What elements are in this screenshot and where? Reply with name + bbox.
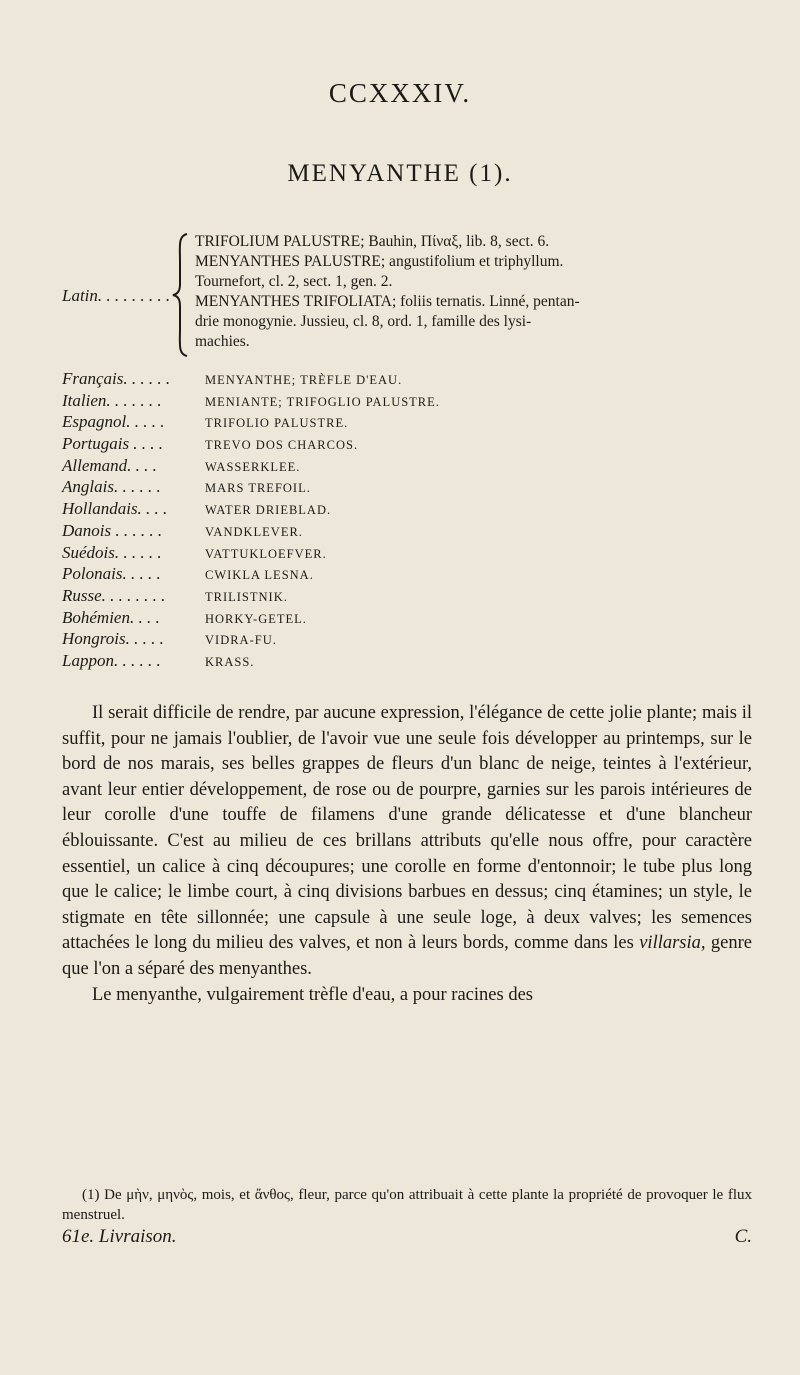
language-name: Hollandais. . . .	[62, 499, 168, 519]
page-title: MENYANTHE (1).	[287, 160, 513, 187]
language-name: Anglais. . . . . .	[62, 477, 161, 497]
language-name: Portugais . . . .	[62, 434, 164, 454]
language-name: Espagnol. . . . .	[62, 412, 165, 432]
list-item	[62, 369, 622, 391]
language-name: Bohémien. . . .	[62, 607, 160, 627]
language-name: Suédois. . . . . .	[62, 542, 162, 562]
signature-mark: C.	[734, 1226, 752, 1247]
language-name: Français. . . . . .	[62, 369, 171, 388]
latin-line: machies.	[195, 333, 250, 350]
list-item	[62, 629, 622, 651]
list-item	[62, 456, 622, 478]
signature-line	[62, 1226, 752, 1248]
paragraph	[62, 701, 752, 983]
list-item	[62, 543, 622, 565]
latin-line: drie monogynie. Jussieu, cl. 8, ord. 1, famille des lysi-	[195, 313, 532, 330]
list-item	[62, 608, 622, 630]
footnote	[62, 1185, 752, 1225]
chapter-number: CCXXXIV.	[328, 78, 472, 108]
livraison-mark: 61e. Livraison.	[62, 1226, 177, 1247]
paragraph: Le menyanthe, vulgairement trèfle d'eau, a pour racines des	[92, 984, 533, 1005]
latin-line: Tournefort, cl. 2, sect. 1, gen. 2.	[195, 273, 393, 290]
list-item	[62, 499, 622, 521]
vernacular-names-list	[62, 369, 622, 673]
latin-label: Latin. . . . . . . . .	[62, 286, 171, 305]
language-name: Allemand. . . .	[62, 455, 157, 475]
vernacular-name: MENYANTHE; TRÈFLE D'EAU.	[205, 373, 403, 387]
list-item	[62, 391, 622, 413]
latin-line: MENYANTHES PALUSTRE; angustifolium et triphyllum.	[195, 253, 564, 270]
paragraph-text: Il serait difficile de rendre, par aucune expression, l'élégance de cette jolie plante; mais il suffit, pour ne jamais l'oublier, de l'avoir vue une seule fois développer au printemps, sur le bord de nos marais, ses belles grappes de fleurs d'un blanc de neige, teintes à l'extérieur, avant leur entier développement, de rose ou de pourpre, garnies sur les parois intérieures de leur corolle d'une touffe de filamens d'une grande délicatesse et d'une blancheur éblouissante. C'est au milieu de ces brillans attributs qu'elle nous offre, pour caractère essentiel, un calice à cinq découpures; une corolle en forme d'entonnoir; le tube plus long que le calice; le limbe court, à cinq divisions barbues en dessus; cinq étamines; un style, le stigmate en tête sillonnée; une capsule à une seule loge, à deux valves; les semences attachées le long du milieu des valves, et non à leurs bords, comme dans les	[62, 703, 752, 954]
vernacular-name: VANDKLEVER.	[205, 524, 303, 539]
list-item	[62, 564, 622, 586]
language-name: Hongrois. . . . .	[62, 629, 164, 649]
vernacular-name: CWIKLA LESNA.	[205, 568, 314, 583]
vernacular-name: WATER DRIEBLAD.	[205, 503, 332, 518]
latin-line: TRIFOLIUM PALUSTRE; Bauhin, Πίναξ, lib. 8, sect. 6.	[195, 233, 550, 250]
footnote-text: (1) De μὴν, μηνὸς, mois, et ἄνθος, fleur, parce qu'on attribuait à cette plante la propriété de provoquer le flux menstruel.	[62, 1187, 752, 1223]
language-name: Russe. . . . . . . .	[62, 585, 166, 605]
latin-synonyms	[195, 232, 755, 352]
list-item	[62, 521, 622, 543]
latin-line: MENYANTHES TRIFOLIATA; foliis ternatis. Linné, pentan-	[195, 293, 580, 310]
vernacular-name: TRIFOLIO PALUSTRE.	[205, 416, 349, 431]
vernacular-name: WASSERKLEE.	[205, 459, 301, 474]
language-name: Polonais. . . . .	[62, 564, 161, 584]
list-item	[62, 477, 622, 499]
language-name: Italien. . . . . . .	[62, 390, 162, 410]
paragraph-text: genre que l'on a séparé des menyanthes.	[62, 933, 753, 979]
vernacular-name: TREVO DOS CHARCOS.	[205, 438, 359, 453]
vernacular-name: TRILISTNIK.	[205, 589, 288, 604]
left-brace	[171, 232, 191, 358]
vernacular-name: KRASS.	[205, 654, 255, 669]
vernacular-name: MENIANTE; TRIFOGLIO PALUSTRE.	[205, 394, 440, 409]
list-item	[62, 586, 622, 608]
vernacular-name: VATTUKLOEFVER.	[205, 546, 327, 561]
main-text	[62, 701, 752, 1008]
language-name: Lappon. . . . . .	[62, 650, 161, 670]
language-name: Danois . . . . . .	[62, 520, 163, 540]
vernacular-name: HORKY-GETEL.	[205, 611, 307, 626]
vernacular-name: VIDRA-FU.	[205, 633, 277, 648]
genus-name: villarsia,	[639, 933, 706, 954]
list-item	[62, 412, 622, 434]
list-item	[62, 434, 622, 456]
list-item	[62, 651, 622, 673]
vernacular-name: MARS TREFOIL.	[205, 481, 311, 496]
